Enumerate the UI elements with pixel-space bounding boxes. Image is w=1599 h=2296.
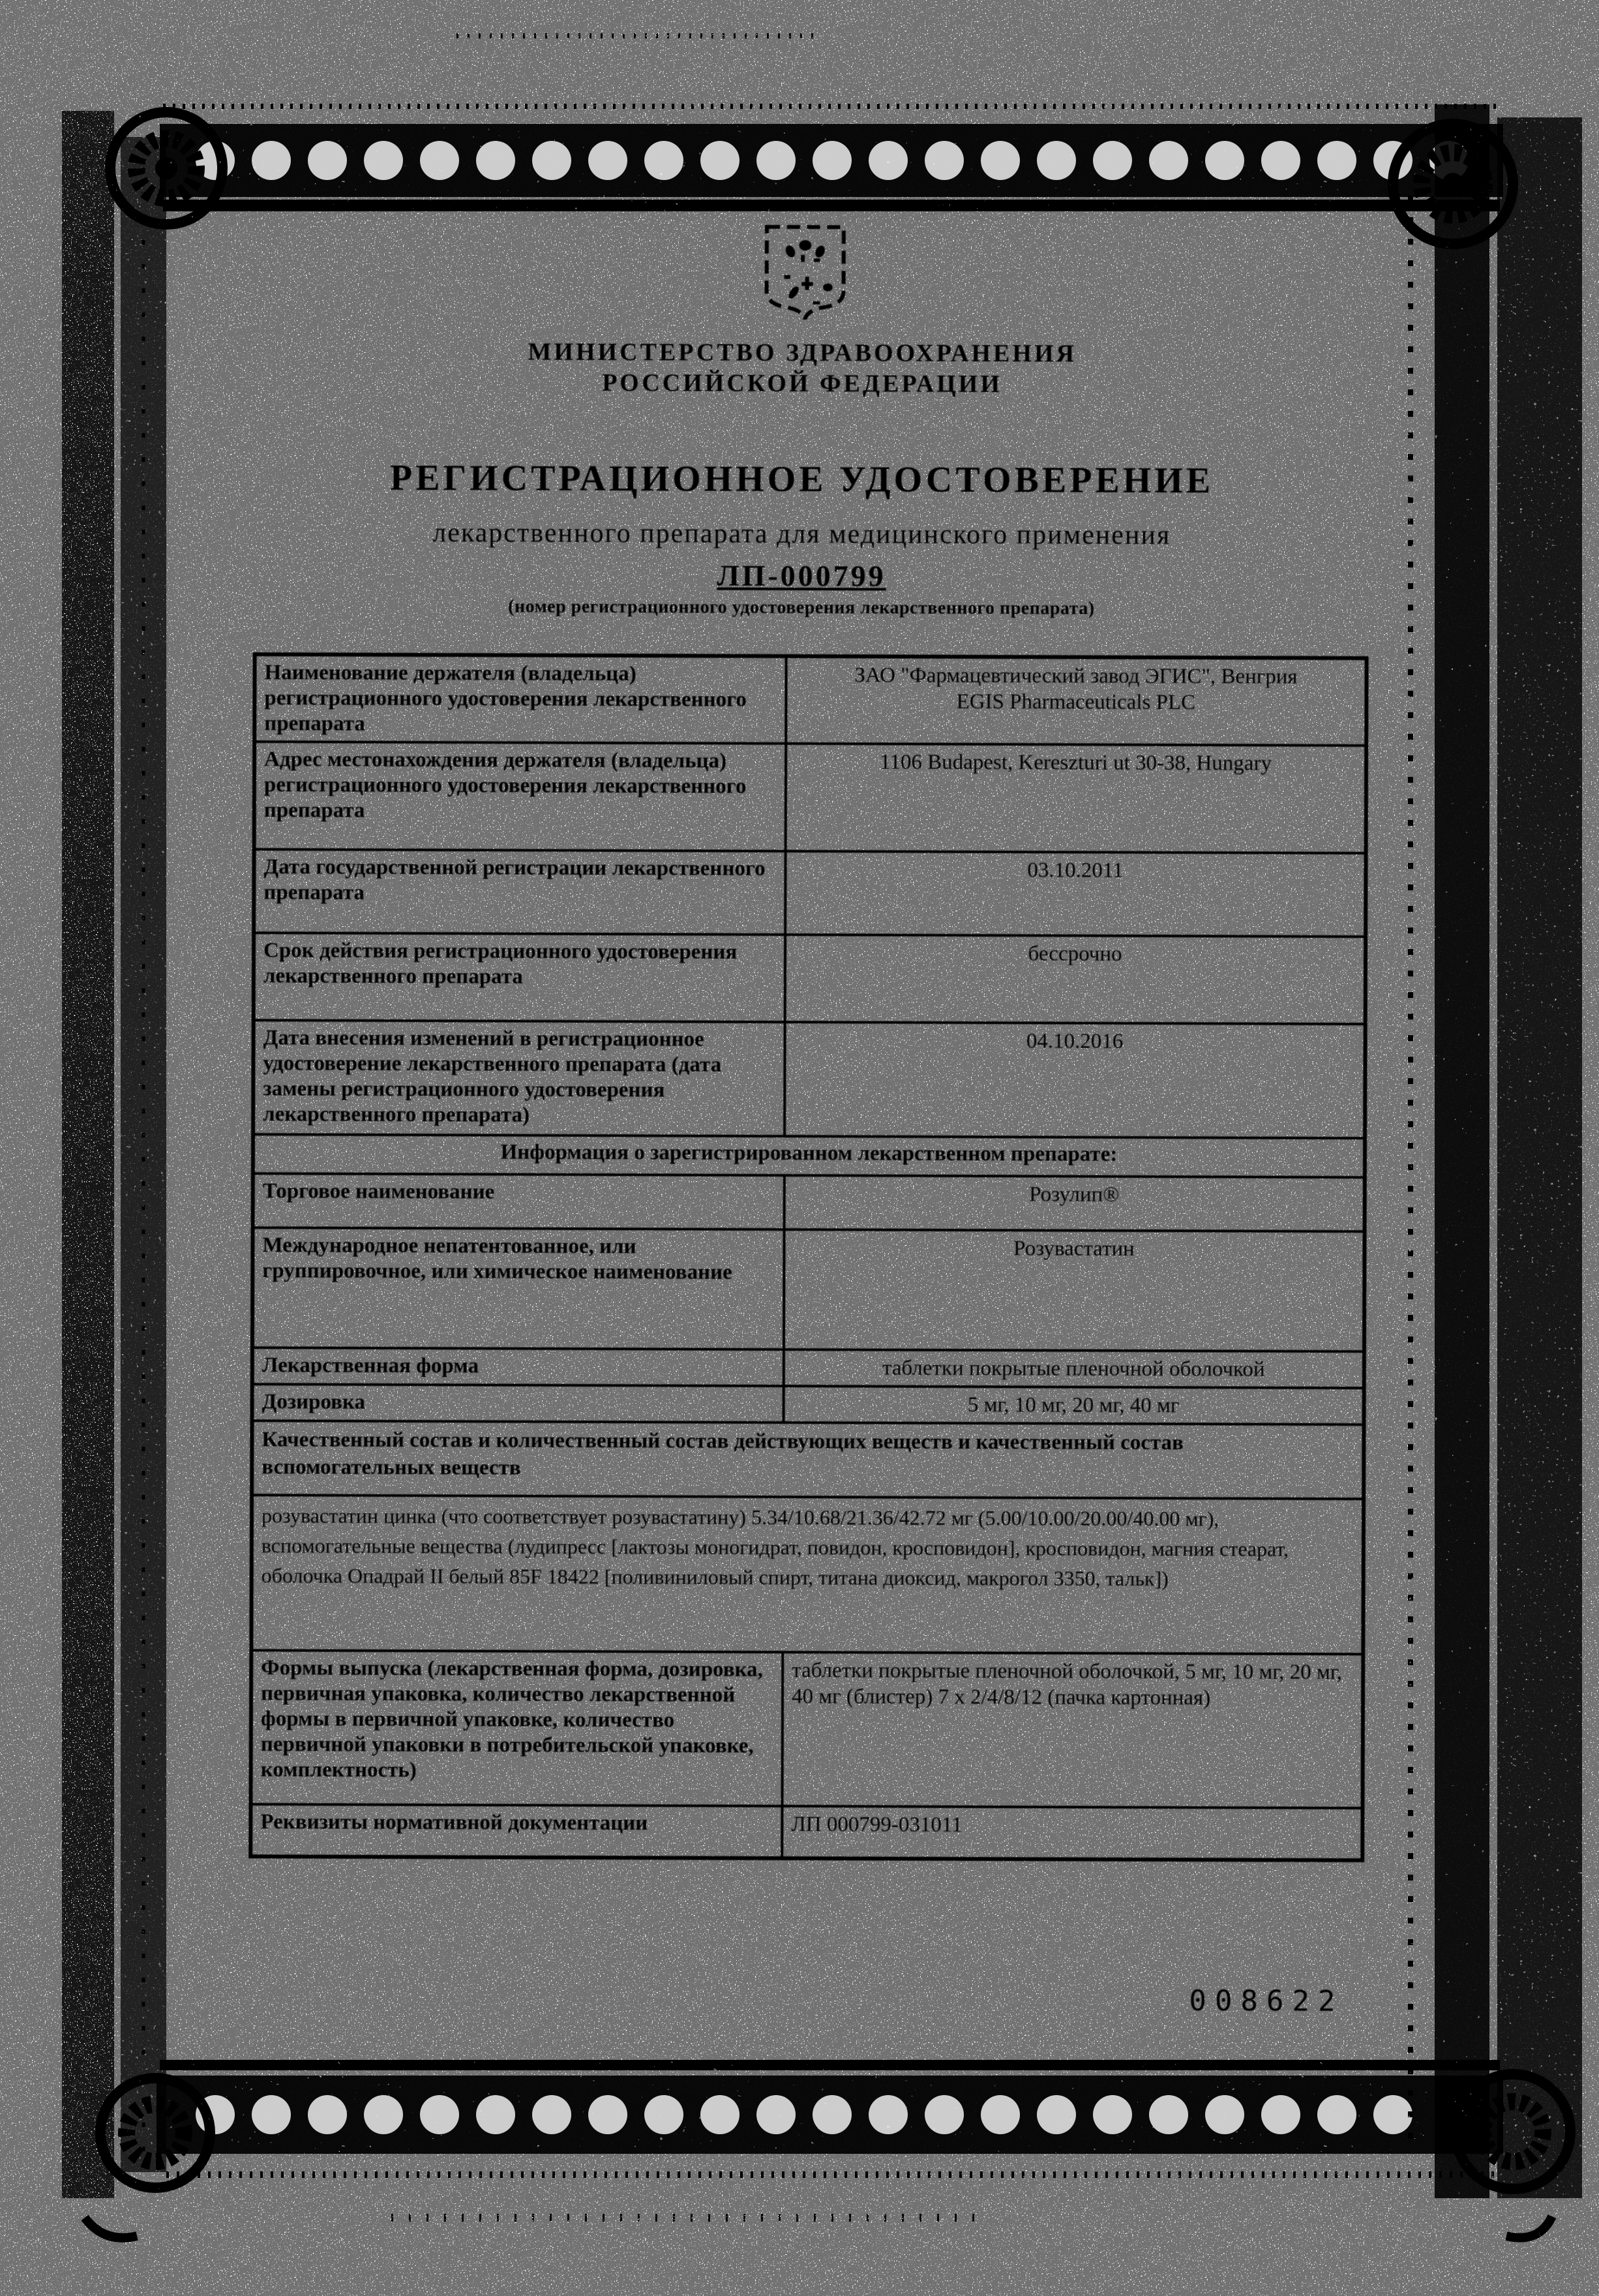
table-row xyxy=(253,1173,1365,1231)
table-row xyxy=(252,1384,1364,1425)
row-label: Международное непатентованное, или группировочное, или химическое наименование xyxy=(252,1228,785,1350)
ministry-name xyxy=(176,336,1428,402)
row-value xyxy=(786,656,1366,746)
row-value: 1106 Budapest, Kereszturi ut 30-38, Hungary xyxy=(786,744,1367,853)
page-subtitle: лекарственного препарата для медицинского применения xyxy=(432,518,1171,551)
page-title: РЕГИСТРАЦИОННОЕ УДОСТОВЕРЕНИЕ xyxy=(389,457,1214,502)
row-label: Адрес местонахождения держателя (владельца) регистрационного удостоверения лекарственного препарата xyxy=(254,742,786,851)
row-label: Торговое наименование xyxy=(253,1173,785,1230)
row-label: Формы выпуска (лекарственная форма, дозировка, первичная упаковка, количество лекарственной формы в первичной упаковке, количество первичной упаковки в потребительской упаковке, комплектность) xyxy=(250,1650,783,1806)
row-value: 04.10.2016 xyxy=(785,1022,1366,1138)
composition-header: Качественный состав и количественный состав действующих веществ и качественный состав вспомогательных веществ xyxy=(252,1421,1364,1499)
serial-number: 008622 xyxy=(1189,1984,1344,2018)
table-fullwidth-header-row xyxy=(252,1421,1364,1499)
row-value: 03.10.2011 xyxy=(785,851,1366,937)
section-header: Информация о зарегистрированном лекарственном препарате: xyxy=(253,1134,1365,1177)
registration-number: ЛП-000799 xyxy=(717,558,886,593)
ministry-line1: МИНИСТЕРСТВО ЗДРАВООХРАНЕНИЯ xyxy=(528,338,1077,368)
row-value: таблетки покрытые пленочной оболочкой xyxy=(784,1350,1364,1388)
row-value: Розувастатин xyxy=(784,1230,1365,1352)
row-value: таблетки покрытые пленочной оболочкой, 5 мг, 10 мг, 20 мг, 40 мг (блистер) 7 х 2/4/8/12 (пачка картонная) xyxy=(782,1652,1363,1808)
row-label: Дата государственной регистрации лекарственного препарата xyxy=(254,849,785,935)
row-label: Наименование держателя (владельца) регистрационного удостоверения лекарственного препарата xyxy=(254,654,786,744)
row-value: бессрочно xyxy=(785,935,1366,1024)
row-value: ЛП 000799-031011 xyxy=(782,1806,1362,1860)
table-row xyxy=(252,1228,1365,1352)
table-row xyxy=(252,1348,1364,1388)
table-row xyxy=(254,849,1366,937)
ministry-line2: РОССИЙСКОЙ ФЕДЕРАЦИИ xyxy=(602,369,1002,399)
row-label: Лекарственная форма xyxy=(252,1348,784,1386)
table-row xyxy=(254,742,1367,853)
table-row xyxy=(254,654,1366,746)
table-row xyxy=(253,1020,1366,1138)
holder-name-en: EGIS Pharmaceuticals PLC xyxy=(956,689,1196,715)
registration-table xyxy=(248,652,1368,1862)
russia-coat-of-arms-icon xyxy=(761,222,849,327)
row-value: Розулип® xyxy=(785,1175,1365,1231)
holder-name-ru: ЗАО "Фармацевтический завод ЭГИС", Венгрия xyxy=(854,663,1298,689)
table-section-row xyxy=(253,1134,1365,1177)
table-row xyxy=(250,1804,1362,1860)
composition-text: розувастатин цинка (что соответствует розувастатину) 5.34/10.68/21.36/42.72 мг (5.00/10.00/20.00/40.00 мг), вспомогательные вещества (лудипресс [лактозы моногидрат, повидон, кросповидон], кросповидон, магния стеарат, оболочка Опадрай II белый 85F 18422 [поливиниловый спирт, титана диоксид, макрогол 3350, тальк]) xyxy=(251,1495,1364,1654)
row-value: 5 мг, 10 мг, 20 мг, 40 мг xyxy=(784,1386,1364,1425)
row-label: Дата внесения изменений в регистрационное удостоверение лекарственного препарата (дата замены регистрационного удостоверения лекарственного препарата) xyxy=(253,1020,785,1136)
table-row xyxy=(254,933,1366,1024)
row-label: Реквизиты нормативной документации xyxy=(250,1804,782,1858)
row-label: Дозировка xyxy=(252,1384,784,1423)
registration-number-caption: (номер регистрационного удостоверения лекарственного препарата) xyxy=(508,596,1095,619)
table-row xyxy=(250,1650,1363,1808)
table-fullwidth-text-row xyxy=(251,1495,1364,1654)
row-label: Срок действия регистрационного удостоверения лекарственного препарата xyxy=(254,933,785,1022)
